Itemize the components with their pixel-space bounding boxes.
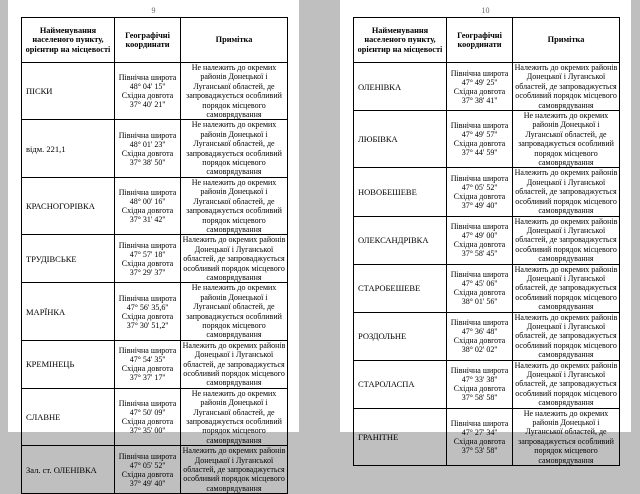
longitude-label: Східна довгота <box>121 258 174 268</box>
page-number: 10 <box>481 6 490 15</box>
latitude-value: 47° 45' 06'' <box>461 279 498 289</box>
longitude-value: 37° 49' 40'' <box>129 478 166 488</box>
settlement-name: СТАРОЛАСПА <box>354 360 447 408</box>
longitude-label: Східна довгота <box>121 364 174 374</box>
latitude-value: 48° 04' 15'' <box>129 82 166 92</box>
longitude-label: Східна довгота <box>453 384 506 394</box>
longitude-value: 37° 37' 17'' <box>129 373 166 383</box>
table-row <box>22 446 288 494</box>
longitude-label: Східна довгота <box>121 417 174 427</box>
coordinates-cell <box>447 168 513 216</box>
longitude-value: 37° 38' 50'' <box>129 157 166 167</box>
settlement-name: НОВОБЕШЕВЕ <box>354 168 447 216</box>
table-row <box>354 360 620 408</box>
table-row <box>354 408 620 465</box>
note-cell: Належить до окремих районів Донецької і Луганської областей, де запроваджується особливий порядок місцевого самоврядування <box>181 235 288 283</box>
settlement-name: ОЛЕНІВКА <box>354 63 447 111</box>
table-row <box>22 388 288 445</box>
note-cell: Не належить до окремих районів Донецької і Луганської областей, де запроваджується особливий порядок місцевого самоврядування <box>181 388 288 445</box>
latitude-label: Північна широта <box>450 121 509 131</box>
longitude-value: 37° 58' 58'' <box>461 393 498 403</box>
longitude-label: Східна довгота <box>121 206 174 216</box>
latitude-label: Північна широта <box>118 73 177 83</box>
settlements-table <box>353 17 620 466</box>
coordinates-cell <box>447 111 513 168</box>
longitude-value: 37° 35' 00'' <box>129 426 166 436</box>
longitude-label: Східна довгота <box>453 191 506 201</box>
settlement-name: ЛЮБІВКА <box>354 111 447 168</box>
settlement-name: КРАСНОГОРІВКА <box>22 177 115 234</box>
note-cell: Належить до окремих районів Донецької і Луганської областей, де запроваджується особливий порядок місцевого самоврядування <box>181 340 288 388</box>
latitude-value: 47° 36' 48'' <box>461 327 498 337</box>
coordinates-cell <box>447 216 513 264</box>
coordinates-cell <box>447 360 513 408</box>
latitude-value: 48° 00' 16'' <box>129 197 166 207</box>
table-row <box>22 340 288 388</box>
latitude-label: Північна широта <box>118 130 177 140</box>
latitude-value: 47° 49' 57'' <box>461 130 498 140</box>
header-settlement: Найменування населеного пункту, орієнтир на місцевості <box>22 18 115 63</box>
latitude-value: 47° 49' 00'' <box>461 231 498 241</box>
longitude-label: Східна довгота <box>453 288 506 298</box>
settlement-name: ПІСКИ <box>22 63 115 120</box>
longitude-value: 37° 29' 37'' <box>129 267 166 277</box>
table-row <box>354 168 620 216</box>
latitude-label: Північна широта <box>450 418 509 428</box>
coordinates-cell <box>115 235 181 283</box>
latitude-value: 47° 27' 34'' <box>461 427 498 437</box>
note-cell: Належить до окремих районів Донецької і Луганської областей, де запроваджується особливий порядок місцевого самоврядування <box>513 264 620 312</box>
table-body <box>22 63 288 494</box>
table-row <box>354 312 620 360</box>
latitude-label: Північна широта <box>118 399 177 409</box>
document-page-right <box>340 0 631 465</box>
latitude-label: Північна широта <box>450 68 509 78</box>
note-cell: Належить до окремих районів Донецької і Луганської областей, де запроваджується особливий порядок місцевого самоврядування <box>513 63 620 111</box>
header-coordinates: Географічні координати <box>115 18 181 63</box>
table-row <box>22 63 288 120</box>
note-cell: Не належить до окремих районів Донецької і Луганської областей, де запроваджується особливий порядок місцевого самоврядування <box>181 120 288 177</box>
coordinates-cell <box>115 63 181 120</box>
header-settlement: Найменування населеного пункту, орієнтир на місцевості <box>354 18 447 63</box>
longitude-value: 37° 30' 51,2'' <box>126 320 169 330</box>
table-row <box>22 177 288 234</box>
coordinates-cell <box>447 264 513 312</box>
coordinates-cell <box>115 340 181 388</box>
coordinates-cell <box>447 408 513 465</box>
settlement-name: СЛАВНЕ <box>22 388 115 445</box>
coordinates-cell <box>447 312 513 360</box>
header-coordinates: Географічні координати <box>447 18 513 63</box>
settlement-name: ГРАНІТНЕ <box>354 408 447 465</box>
longitude-label: Східна довгота <box>453 240 506 250</box>
settlements-table <box>21 17 288 494</box>
latitude-value: 47° 50' 09'' <box>129 408 166 418</box>
note-cell: Не належить до окремих районів Донецької і Луганської областей, де запроваджується особливий порядок місцевого самоврядування <box>181 63 288 120</box>
longitude-value: 37° 58' 45'' <box>461 249 498 259</box>
table-row <box>354 111 620 168</box>
longitude-value: 37° 38' 41'' <box>461 95 498 105</box>
longitude-label: Східна довгота <box>121 469 174 479</box>
note-cell: Належить до окремих районів Донецької і Луганської областей, де запроваджується особливий порядок місцевого самоврядування <box>181 446 288 494</box>
latitude-label: Північна широта <box>450 173 509 183</box>
longitude-value: 37° 31' 42'' <box>129 215 166 225</box>
table-row <box>354 264 620 312</box>
table-row <box>22 283 288 340</box>
header-note: Примітка <box>181 18 288 63</box>
note-cell: Не належить до окремих районів Донецької і Луганської областей, де запроваджується особливий порядок місцевого самоврядування <box>513 408 620 465</box>
longitude-value: 38° 02' 02'' <box>461 345 498 355</box>
coordinates-cell <box>115 388 181 445</box>
latitude-value: 47° 33' 38'' <box>461 375 498 385</box>
longitude-value: 37° 53' 58'' <box>461 445 498 455</box>
settlement-name: ТРУДІВСЬКЕ <box>22 235 115 283</box>
longitude-value: 37° 44' 59'' <box>461 148 498 158</box>
coordinates-cell <box>447 63 513 111</box>
latitude-label: Північна широта <box>118 293 177 303</box>
table-body <box>354 63 620 466</box>
latitude-value: 47° 54' 35'' <box>129 355 166 365</box>
table-header-row <box>354 18 620 63</box>
page-number: 9 <box>151 6 156 15</box>
note-cell: Належить до окремих районів Донецької і Луганської областей, де запроваджується особливий порядок місцевого самоврядування <box>513 216 620 264</box>
longitude-label: Східна довгота <box>453 86 506 96</box>
table-row <box>22 120 288 177</box>
longitude-value: 37° 40' 21'' <box>129 100 166 110</box>
latitude-label: Північна широта <box>118 451 177 461</box>
settlement-name: РОЗДОЛЬНЕ <box>354 312 447 360</box>
latitude-label: Північна широта <box>118 240 177 250</box>
note-cell: Належить до окремих районів Донецької і Луганської областей, де запроваджується особливий порядок місцевого самоврядування <box>513 312 620 360</box>
longitude-label: Східна довгота <box>453 336 506 346</box>
coordinates-cell <box>115 177 181 234</box>
note-cell: Не належить до окремих районів Донецької і Луганської областей, де запроваджується особливий порядок місцевого самоврядування <box>181 283 288 340</box>
note-cell: Не належить до окремих районів Донецької і Луганської областей, де запроваджується особливий порядок місцевого самоврядування <box>181 177 288 234</box>
settlement-name: КРЕМІНЕЦЬ <box>22 340 115 388</box>
note-cell: Не належить до окремих районів Донецької і Луганської областей, де запроваджується особливий порядок місцевого самоврядування <box>513 111 620 168</box>
note-cell: Належить до окремих районів Донецької і Луганської областей, де запроваджується особливий порядок місцевого самоврядування <box>513 168 620 216</box>
settlement-name: відм. 221,1 <box>22 120 115 177</box>
latitude-label: Північна широта <box>450 222 509 232</box>
settlement-name: Зал. ст. ОЛЕНІВКА <box>22 446 115 494</box>
latitude-value: 48° 01' 23'' <box>129 139 166 149</box>
latitude-label: Північна широта <box>450 318 509 328</box>
latitude-value: 47° 49' 25'' <box>461 77 498 87</box>
latitude-label: Північна широта <box>450 270 509 280</box>
table-header-row <box>22 18 288 63</box>
latitude-value: 47° 56' 35,6'' <box>126 302 169 312</box>
latitude-value: 47° 05' 52'' <box>461 182 498 192</box>
document-page-left <box>8 0 299 493</box>
note-cell: Належить до окремих районів Донецької і Луганської областей, де запроваджується особливий порядок місцевого самоврядування <box>513 360 620 408</box>
longitude-label: Східна довгота <box>453 139 506 149</box>
longitude-value: 37° 49' 40'' <box>461 200 498 210</box>
coordinates-cell <box>115 446 181 494</box>
longitude-label: Східна довгота <box>121 148 174 158</box>
latitude-label: Північна широта <box>118 346 177 356</box>
coordinates-cell <box>115 283 181 340</box>
latitude-value: 47° 05' 52'' <box>129 460 166 470</box>
coordinates-cell <box>115 120 181 177</box>
settlement-name: МАРЇНКА <box>22 283 115 340</box>
latitude-label: Північна широта <box>450 366 509 376</box>
longitude-label: Східна довгота <box>453 436 506 446</box>
settlement-name: ОЛЕКСАНДРІВКА <box>354 216 447 264</box>
table-row <box>354 216 620 264</box>
latitude-label: Північна широта <box>118 188 177 198</box>
settlement-name: СТАРОБЕШЕВЕ <box>354 264 447 312</box>
longitude-label: Східна довгота <box>121 311 174 321</box>
latitude-value: 47° 57' 18'' <box>129 249 166 259</box>
header-note: Примітка <box>513 18 620 63</box>
longitude-value: 38° 01' 56'' <box>461 297 498 307</box>
table-row <box>22 235 288 283</box>
table-row <box>354 63 620 111</box>
longitude-label: Східна довгота <box>121 91 174 101</box>
